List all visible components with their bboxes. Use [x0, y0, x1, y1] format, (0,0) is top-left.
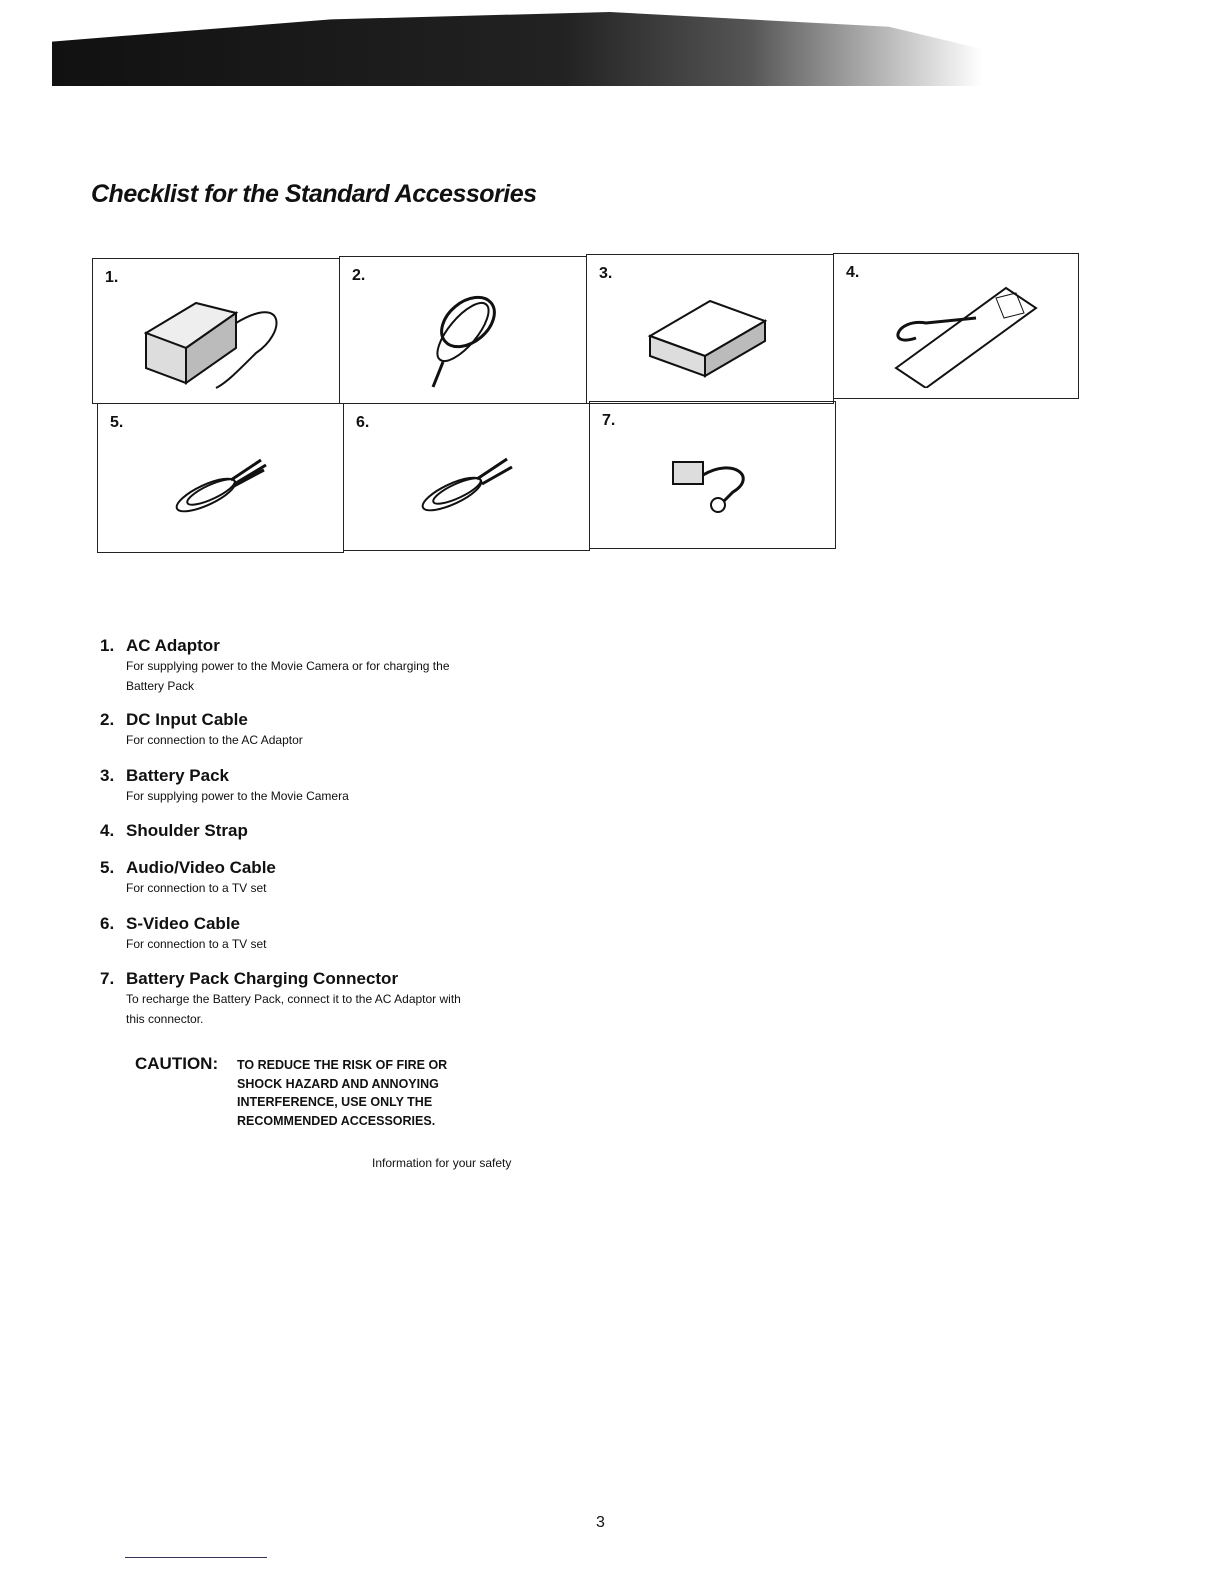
cell-number: 3.	[599, 265, 613, 282]
item-number: 1.	[100, 636, 115, 655]
item-title: DC Input Cable	[126, 710, 248, 729]
item-title: Battery Pack Charging Connector	[126, 969, 399, 988]
item-desc: Battery Pack	[126, 679, 195, 693]
header-banner-image	[52, 12, 982, 86]
list-item	[100, 821, 248, 841]
battery-pack-icon	[640, 291, 780, 381]
ac-adaptor-icon	[136, 283, 296, 393]
caution-line: SHOCK HAZARD AND ANNOYING	[237, 1076, 439, 1091]
item-number: 6.	[100, 914, 115, 933]
caution-notice	[135, 1054, 447, 1131]
accessory-cell-1	[92, 258, 340, 404]
list-item	[100, 636, 450, 696]
s-video-cable-icon	[412, 449, 522, 519]
item-number: 3.	[100, 766, 115, 785]
charging-connector-icon	[663, 447, 763, 517]
list-item	[100, 766, 349, 806]
list-item	[100, 858, 276, 898]
item-desc: For supplying power to the Movie Camera or for charging the	[126, 659, 450, 673]
accessory-cell-7	[589, 401, 836, 549]
cell-number: 1.	[105, 269, 119, 286]
shoulder-strap-icon	[866, 278, 1046, 388]
accessory-cell-6	[343, 403, 590, 551]
cell-number: 5.	[110, 414, 124, 431]
accessory-cell-5	[97, 403, 344, 553]
item-title: AC Adaptor	[126, 636, 220, 655]
item-desc: For connection to a TV set	[126, 937, 267, 951]
bottom-rule	[125, 1557, 267, 1558]
cell-number: 2.	[352, 267, 366, 284]
accessory-cell-2	[339, 256, 587, 404]
dc-cable-icon	[403, 282, 523, 392]
av-cable-icon	[166, 450, 276, 520]
cell-number: 4.	[846, 264, 860, 281]
caution-line: INTERFERENCE, USE ONLY THE	[237, 1095, 433, 1110]
item-desc: this connector.	[126, 1012, 204, 1026]
item-number: 4.	[100, 821, 115, 840]
list-item	[100, 710, 303, 750]
item-title: Audio/Video Cable	[126, 858, 276, 877]
item-desc: To recharge the Battery Pack, connect it to the AC Adaptor with	[126, 992, 461, 1006]
item-number: 7.	[100, 969, 115, 988]
accessory-cell-4	[833, 253, 1079, 399]
cell-number: 6.	[356, 414, 370, 431]
item-number: 5.	[100, 858, 115, 877]
item-desc: For supplying power to the Movie Camera	[126, 789, 349, 803]
caution-label: CAUTION:	[135, 1054, 219, 1073]
footer-caption: Information for your safety	[372, 1156, 512, 1170]
list-item	[100, 914, 267, 954]
page-number: 3	[596, 1514, 605, 1531]
item-title: S-Video Cable	[126, 914, 240, 933]
page-title: Checklist for the Standard Accessories	[91, 180, 537, 208]
cell-number: 7.	[602, 412, 616, 429]
item-desc: For connection to the AC Adaptor	[126, 733, 303, 747]
caution-line: TO REDUCE THE RISK OF FIRE OR	[237, 1058, 448, 1072]
item-number: 2.	[100, 710, 115, 729]
caution-line: RECOMMENDED ACCESSORIES.	[237, 1114, 436, 1129]
item-desc: For connection to a TV set	[126, 881, 267, 895]
item-title: Shoulder Strap	[126, 821, 248, 840]
accessory-cell-3	[586, 254, 834, 404]
item-title: Battery Pack	[126, 766, 230, 785]
list-item	[100, 969, 461, 1029]
